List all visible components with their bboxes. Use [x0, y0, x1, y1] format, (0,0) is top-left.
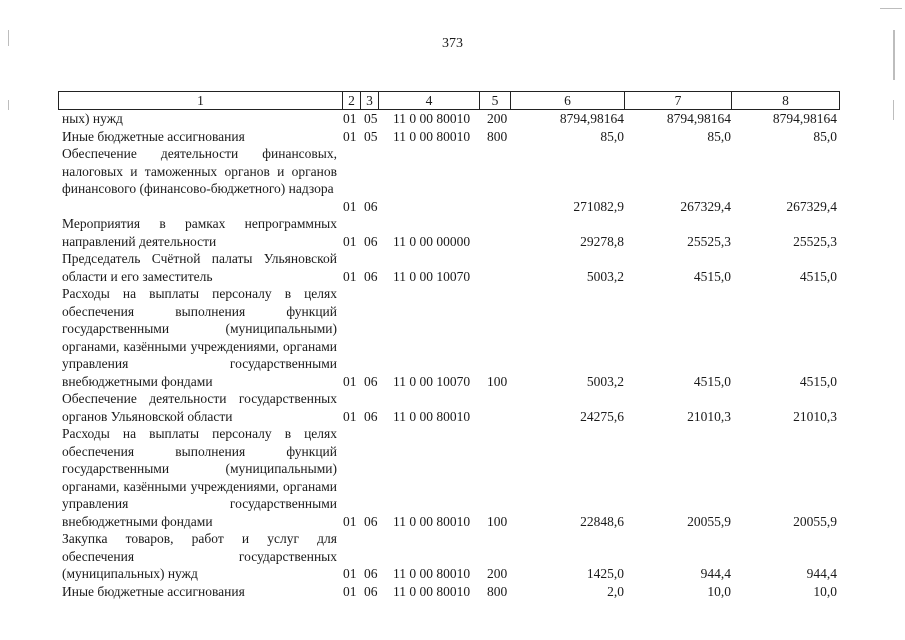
row-amount-8: 85,0	[813, 128, 837, 144]
row-code-subsection: 05	[364, 128, 378, 144]
row-code-subsection: 05	[364, 111, 378, 126]
row-code-section: 01	[343, 566, 357, 581]
row-description: Обеспечение деятельности государственных органов Ульяновской области	[62, 391, 337, 424]
row-description: Расходы на выплаты персоналу в целях обеспечения выполнения функций государственными (муниципальными) органами, казёнными учреждениями, органами управления государственными внебюджетными фондами	[62, 426, 337, 529]
row-amount-7: 267329,4	[680, 198, 731, 214]
row-amount-7: 944,4	[700, 566, 731, 581]
row-code-section: 01	[343, 373, 357, 389]
scan-mark-top-right	[880, 8, 902, 9]
row-amount-6: 22848,6	[580, 513, 624, 529]
row-code-subsection: 06	[364, 268, 378, 284]
scan-mark-left-top	[8, 30, 9, 46]
page-number: 373	[442, 36, 463, 51]
row-description: Закупка товаров, работ и услуг для обеспечения государственных (муниципальных) нужд	[62, 531, 337, 581]
row-code-section: 01	[343, 233, 357, 249]
row-code-subsection: 06	[364, 566, 378, 581]
header-col-6: 6	[510, 92, 624, 109]
row-amount-6: 271082,9	[573, 198, 624, 214]
row-amount-6: 29278,8	[580, 233, 624, 249]
row-amount-7: 8794,98164	[666, 111, 731, 126]
row-code-section: 01	[343, 583, 357, 599]
row-code-type: 200	[487, 111, 508, 126]
row-code-type: 100	[487, 373, 508, 389]
row-amount-8: 4515,0	[799, 268, 837, 284]
scan-mark-right-mid	[893, 100, 894, 120]
row-code-section: 01	[343, 198, 357, 214]
header-col-3: 3	[360, 92, 378, 109]
row-amount-6: 8794,98164	[559, 111, 624, 126]
row-code-section: 01	[343, 513, 357, 529]
header-col-4: 4	[378, 92, 479, 109]
row-amount-8: 4515,0	[799, 373, 837, 389]
row-description: Иные бюджетные ассигнования	[62, 128, 245, 144]
row-code-target: 11 0 00 80010	[393, 128, 471, 144]
row-code-subsection: 06	[364, 373, 378, 389]
scan-mark-right-top	[893, 30, 895, 80]
row-code-section: 01	[343, 408, 357, 424]
row-amount-7: 85,0	[707, 128, 731, 144]
row-amount-6: 1425,0	[586, 566, 624, 581]
row-code-type: 800	[487, 583, 508, 599]
row-code-target: 11 0 00 10070	[393, 373, 471, 389]
row-amount-6: 24275,6	[580, 408, 624, 424]
row-code-target: 11 0 00 80010	[393, 566, 471, 581]
row-amount-6: 5003,2	[586, 268, 624, 284]
row-amount-7: 25525,3	[687, 233, 731, 249]
row-code-subsection: 06	[364, 408, 378, 424]
row-amount-6: 2,0	[607, 583, 624, 599]
row-description: Мероприятия в рамках непрограммных направлений деятельности	[62, 216, 337, 249]
row-code-section: 01	[343, 111, 357, 126]
row-amount-8: 20055,9	[793, 513, 837, 529]
row-code-subsection: 06	[364, 198, 378, 214]
row-code-target: 11 0 00 00000	[393, 233, 471, 249]
scan-mark-left-mid	[8, 100, 9, 110]
row-code-subsection: 06	[364, 513, 378, 529]
row-code-subsection: 06	[364, 583, 378, 599]
row-code-subsection: 06	[364, 233, 378, 249]
row-code-type: 800	[487, 128, 508, 144]
row-description: Обеспечение деятельности финансовых, налоговых и таможенных органов и органов финансового (финансово-бюджетного) надзора	[62, 146, 337, 196]
row-description: Расходы на выплаты персоналу в целях обеспечения выполнения функций государственными (муниципальными) органами, казёнными учреждениями, органами управления государственными внебюджетными фондами	[62, 286, 337, 389]
row-description: Иные бюджетные ассигнования	[62, 583, 245, 599]
row-description: Председатель Счётной палаты Ульяновской области и его заместитель	[62, 251, 337, 284]
header-col-5: 5	[479, 92, 510, 109]
header-col-2: 2	[342, 92, 360, 109]
row-code-target: 11 0 00 80010	[393, 111, 471, 126]
row-code-target: 11 0 00 80010	[393, 513, 471, 529]
table-header	[58, 91, 840, 110]
row-code-target: 11 0 00 80010	[393, 408, 471, 424]
row-code-target: 11 0 00 80010	[393, 583, 471, 599]
row-amount-8: 21010,3	[793, 408, 837, 424]
row-code-target: 11 0 00 10070	[393, 268, 471, 284]
header-col-7: 7	[624, 92, 731, 109]
row-code-section: 01	[343, 128, 357, 144]
row-amount-7: 10,0	[707, 583, 731, 599]
row-amount-7: 20055,9	[687, 513, 731, 529]
row-amount-7: 4515,0	[693, 373, 731, 389]
header-col-1: 1	[197, 93, 204, 108]
row-code-section: 01	[343, 268, 357, 284]
row-amount-7: 4515,0	[693, 268, 731, 284]
row-amount-8: 25525,3	[793, 233, 837, 249]
header-col-8: 8	[731, 92, 839, 109]
row-code-type: 200	[487, 566, 508, 581]
row-amount-8: 944,4	[806, 566, 837, 581]
row-amount-6: 5003,2	[586, 373, 624, 389]
row-description: ных) нужд	[62, 111, 123, 126]
row-amount-7: 21010,3	[687, 408, 731, 424]
row-code-type: 100	[487, 513, 508, 529]
row-amount-8: 8794,98164	[772, 111, 837, 126]
row-amount-6: 85,0	[600, 128, 624, 144]
row-amount-8: 10,0	[813, 583, 837, 599]
row-amount-8: 267329,4	[786, 198, 837, 214]
